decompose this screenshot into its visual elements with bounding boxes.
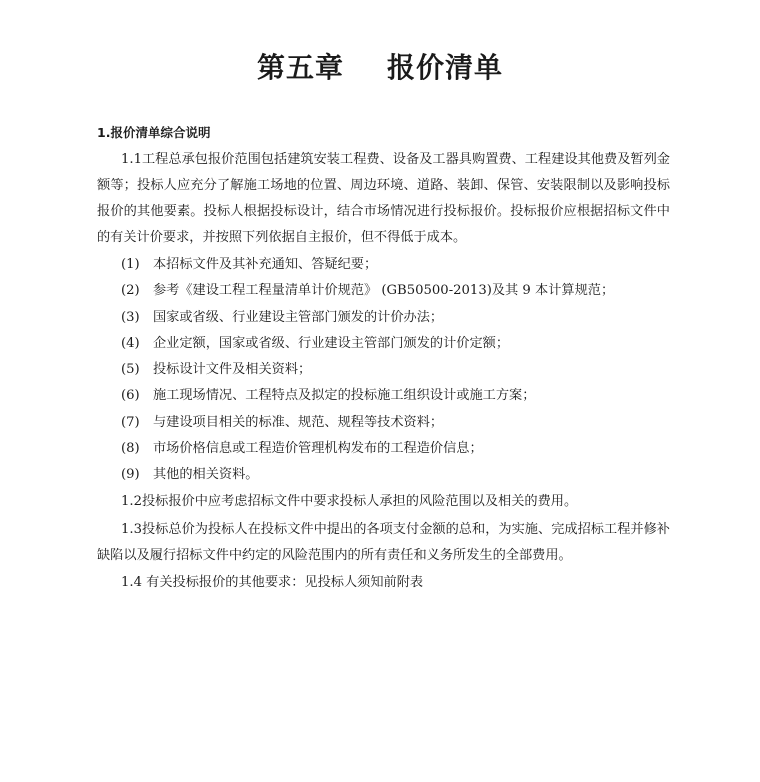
- list-item-text: 参考《建设工程工程量清单计价规范》 (GB50500-2013)及其 9 本计算规范；: [153, 283, 615, 299]
- list-item-number: (8): [121, 441, 140, 457]
- list-item: [121, 252, 614, 278]
- list-item-text: 与建设项目相关的标准、规范、规程等技术资料；: [153, 414, 444, 430]
- list-item: [121, 278, 614, 304]
- list-item: [121, 383, 614, 409]
- paragraph-1-2: 1.2投标报价中应考虑招标文件中要求投标人承担的风险范围以及相关的费用。: [121, 494, 578, 509]
- list-item-number: (4): [121, 335, 140, 351]
- list-item-text: 国家或省级、行业建设主管部门颁发的计价办法；: [153, 309, 444, 325]
- list-item-text: 投标设计文件及相关资料；: [153, 362, 312, 378]
- list-item-number: (7): [121, 414, 140, 430]
- section-heading: 1.报价清单综合说明: [97, 125, 211, 140]
- chapter-title: 第五章 报价清单: [257, 51, 503, 84]
- list-item-number: (1): [121, 257, 140, 272]
- list-item-number: (5): [121, 362, 140, 378]
- list-item-text: 本招标文件及其补充通知、答疑纪要；: [153, 257, 378, 272]
- list-item-number: (9): [121, 467, 140, 483]
- list-item-number: (3): [121, 309, 140, 325]
- list-item: [121, 305, 614, 331]
- list-item-text: 企业定额，国家或省级、行业建设主管部门颁发的计价定额；: [153, 335, 510, 351]
- list-item: [121, 462, 614, 488]
- list-item: [121, 410, 614, 436]
- list-item-number: (6): [121, 388, 140, 404]
- list-item-text: 其他的相关资料。: [153, 467, 259, 483]
- list-item: [121, 357, 614, 383]
- list-item-number: (2): [121, 283, 140, 299]
- list-item: [121, 331, 614, 357]
- paragraph-1-3: 1.3投标总价为投标人在投标文件中提出的各项支付金额的总和，为实施、完成招标工程并修补缺陷以及履行招标文件中约定的风险范围内的所有责任和义务所发生的全部费用。: [97, 522, 670, 563]
- basis-list: [121, 252, 614, 489]
- list-item-text: 市场价格信息或工程造价管理机构发布的工程造价信息；: [153, 441, 483, 457]
- paragraph-1-4: 1.4 有关投标报价的其他要求：见投标人须知前附表: [121, 575, 424, 590]
- list-item: [121, 436, 614, 462]
- paragraph-1-1: 1.1工程总承包报价范围包括建筑安装工程费、设备及工器具购置费、工程建设其他费及暂列金额等；投标人应充分了解施工场地的位置、周边环境、道路、装卸、保管、安装限制以及影响投标报价的其他要素。投标人根据投标设计，结合市场情况进行投标报价。投标报价应根据招标文件中的有关计价要求，并按照下列依据自主报价，但不得低于成本。: [97, 152, 670, 245]
- list-item-text: 施工现场情况、工程特点及拟定的投标施工组织设计或施工方案；: [153, 388, 536, 404]
